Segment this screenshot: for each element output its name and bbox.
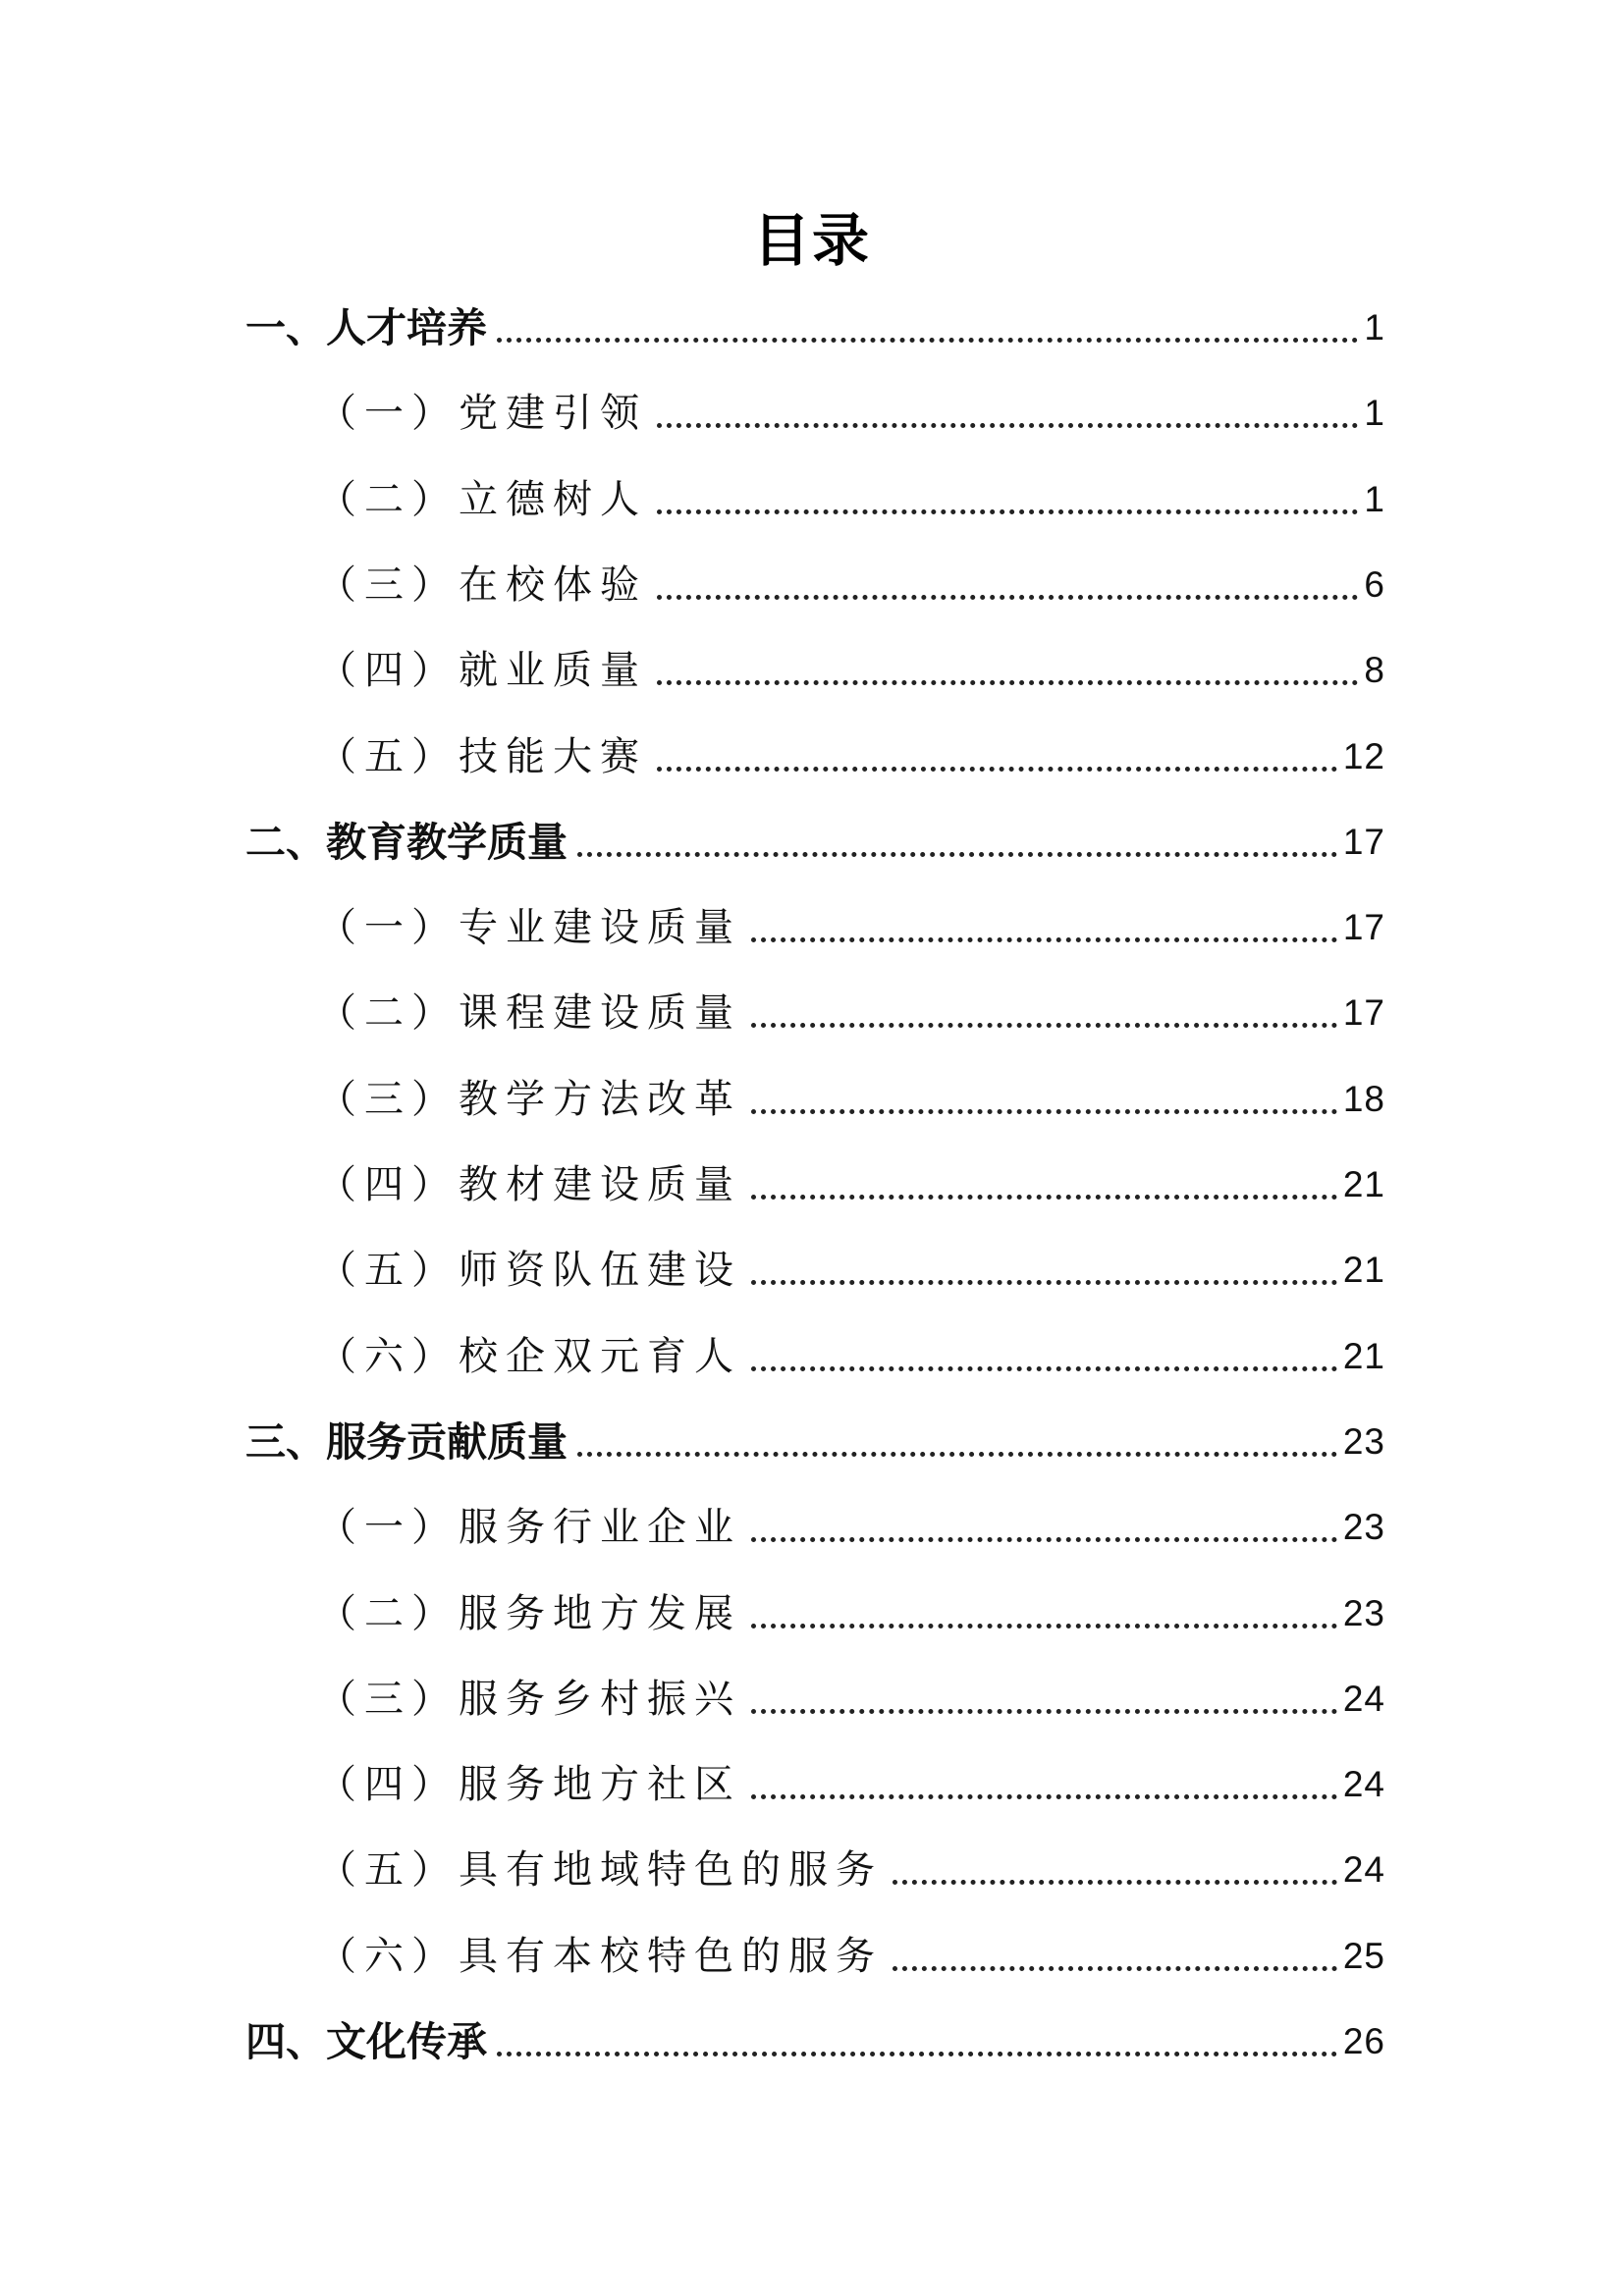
toc-entry-label: （三）教学方法改革 — [317, 1077, 741, 1122]
toc-dot-leader — [893, 1880, 1337, 1885]
toc-page-number: 17 — [1342, 992, 1385, 1033]
toc-subsection-entry[interactable] — [317, 1921, 1385, 1980]
toc-page-number: 17 — [1342, 822, 1385, 862]
toc-page-number: 24 — [1342, 1764, 1385, 1804]
toc-page-number: 26 — [1342, 2021, 1385, 2061]
toc-entry-label: 四、文化传承 — [245, 2018, 487, 2065]
toc-entry-label: （一）专业建设质量 — [317, 905, 741, 950]
toc-dot-leader — [497, 2052, 1337, 2056]
toc-entry-label: （六）具有本校特色的服务 — [317, 1934, 883, 1979]
toc-subsection-entry[interactable] — [317, 635, 1385, 694]
toc-page-number: 21 — [1342, 1336, 1385, 1376]
toc-page-number: 24 — [1342, 1849, 1385, 1890]
toc-page-number: 1 — [1364, 393, 1385, 433]
toc-subsection-entry[interactable] — [317, 721, 1385, 780]
toc-page-number: 21 — [1342, 1250, 1385, 1290]
toc-subsection-entry[interactable] — [317, 978, 1385, 1037]
toc-subsection-entry[interactable] — [317, 378, 1385, 437]
toc-title: 目录 — [752, 207, 871, 274]
toc-subsection-entry[interactable] — [317, 1578, 1385, 1637]
toc-section-entry[interactable] — [245, 1407, 1385, 1466]
toc-section-entry[interactable] — [245, 2006, 1385, 2065]
toc-dot-leader — [893, 1966, 1337, 1971]
toc-page-number: 12 — [1342, 736, 1385, 776]
toc-dot-leader — [657, 595, 1358, 600]
toc-page-number: 18 — [1342, 1079, 1385, 1119]
toc-entry-label: （五）具有地域特色的服务 — [317, 1847, 883, 1893]
toc-page-number: 17 — [1342, 907, 1385, 947]
toc-entry-label: 二、教育教学质量 — [245, 819, 568, 866]
toc-entry-label: （一）党建引领 — [317, 391, 647, 436]
toc-dot-leader — [751, 937, 1337, 942]
toc-page-number: 25 — [1342, 1936, 1385, 1976]
toc-page-number: 23 — [1342, 1421, 1385, 1462]
toc-entry-label: （三）服务乡村振兴 — [317, 1677, 741, 1722]
toc-page-number: 1 — [1364, 307, 1385, 347]
toc-entry-label: （五）师资队伍建设 — [317, 1248, 741, 1293]
toc-subsection-entry[interactable] — [317, 1235, 1385, 1294]
toc-subsection-entry[interactable] — [317, 1321, 1385, 1380]
toc-dot-leader — [751, 1023, 1337, 1028]
toc-dot-leader — [751, 1537, 1337, 1542]
toc-entry-label: 三、服务贡献质量 — [245, 1418, 568, 1466]
toc-entry-label: （四）就业质量 — [317, 648, 647, 693]
toc-entry-label: （四）服务地方社区 — [317, 1762, 741, 1807]
toc-entry-label: （五）技能大赛 — [317, 734, 647, 779]
toc-dot-leader — [751, 1709, 1337, 1714]
toc-section-entry[interactable] — [245, 807, 1385, 866]
toc-page-number: 23 — [1342, 1593, 1385, 1633]
toc-entry-label: （一）服务行业企业 — [317, 1505, 741, 1550]
toc-dot-leader — [657, 680, 1358, 685]
toc-dot-leader — [751, 1109, 1337, 1114]
toc-page-number: 1 — [1364, 479, 1385, 519]
toc-entry-label: （二）课程建设质量 — [317, 990, 741, 1036]
toc-dot-leader — [751, 1624, 1337, 1629]
toc-dot-leader — [657, 509, 1358, 514]
toc-subsection-entry[interactable] — [317, 1835, 1385, 1894]
toc-subsection-entry[interactable] — [317, 1749, 1385, 1808]
toc-page-number: 21 — [1342, 1164, 1385, 1204]
toc-subsection-entry[interactable] — [317, 1664, 1385, 1723]
toc-page-number: 24 — [1342, 1679, 1385, 1719]
toc-subsection-entry[interactable] — [317, 550, 1385, 609]
toc-dot-leader — [497, 338, 1358, 343]
toc-subsection-entry[interactable] — [317, 464, 1385, 523]
toc-entry-label: （二）服务地方发展 — [317, 1591, 741, 1636]
toc-dot-leader — [751, 1195, 1337, 1200]
toc-dot-leader — [751, 1366, 1337, 1371]
toc-dot-leader — [657, 767, 1337, 772]
toc-subsection-entry[interactable] — [317, 892, 1385, 951]
toc-subsection-entry[interactable] — [317, 1064, 1385, 1123]
toc-subsection-entry[interactable] — [317, 1149, 1385, 1208]
toc-page-number: 6 — [1364, 564, 1385, 605]
toc-dot-leader — [577, 852, 1337, 857]
toc-dot-leader — [577, 1452, 1337, 1457]
toc-section-entry[interactable] — [245, 293, 1385, 351]
toc-entry-label: （三）在校体验 — [317, 562, 647, 608]
toc-entry-label: （六）校企双元育人 — [317, 1334, 741, 1379]
toc-dot-leader — [751, 1280, 1337, 1285]
toc-page-number: 23 — [1342, 1507, 1385, 1547]
toc-dot-leader — [751, 1794, 1337, 1799]
toc-entry-label: 一、人才培养 — [245, 304, 487, 351]
toc-entry-label: （四）教材建设质量 — [317, 1162, 741, 1207]
toc-dot-leader — [657, 423, 1358, 428]
toc-subsection-entry[interactable] — [317, 1492, 1385, 1551]
toc-page-number: 8 — [1364, 650, 1385, 690]
toc-entry-label: （二）立德树人 — [317, 477, 647, 522]
